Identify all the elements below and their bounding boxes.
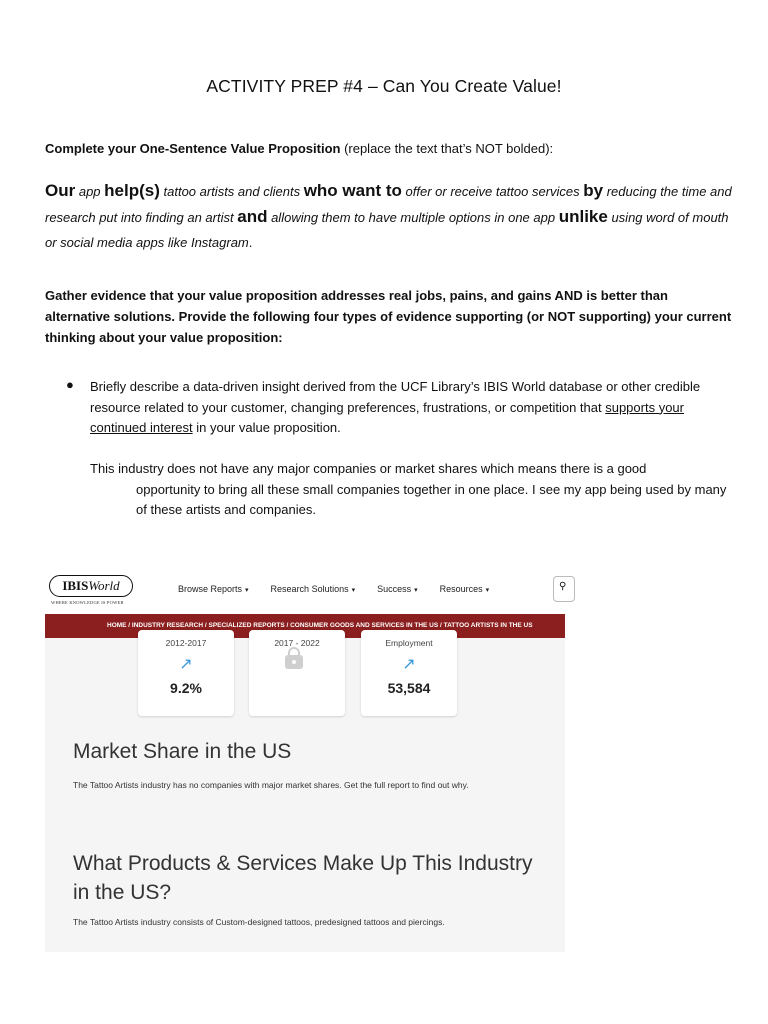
answer-rest: opportunity to bring all these small companies together in one place. I see my app being used by many of these artists and companies. [136,481,727,517]
ibisworld-logo[interactable]: IBISWorld [49,575,133,597]
stat-label: 2017 - 2022 [274,638,320,648]
stat-label: 2012-2017 [165,638,207,648]
vp-unlike: unlike [558,207,608,226]
value-proposition-sentence [45,178,735,255]
bullet-text-after: in your value proposition. [192,420,341,435]
chevron-down-icon: ▾ [414,587,418,594]
vp-and: and [237,207,268,226]
answer-first-line: This industry does not have any major companies or market shares which means there is a good [90,461,647,476]
bullet-text-before: Briefly describe a data-driven insight derived from the UCF Library’s IBIS World database or other credible resource related to your customer, changing preferences, frustrations, or competition that [90,379,701,415]
vp-our: Our [45,181,76,200]
bullet-item [90,377,730,439]
chevron-down-icon: ▾ [485,587,490,594]
products-heading: What Products & Services Make Up This Industry in the US? [73,852,533,904]
products-text: The Tattoo Artists industry consists of Custom-designed tattoos, predesigned tattoos and piercings. [73,917,445,927]
prompt-bold: Complete your One-Sentence Value Proposition [45,141,341,156]
trend-up-icon: ↗ [402,656,416,673]
stat-card-employment [361,630,457,716]
stat-card-growth [138,630,234,716]
trend-up-icon: ↗ [179,656,193,673]
ibis-navbar [45,570,565,614]
stat-cards [45,638,565,718]
nav-resources[interactable]: Resources ▾ [439,584,490,594]
vp-period: . [248,235,253,250]
stat-value: 53,584 [387,680,431,696]
chevron-down-icon: ▾ [351,587,356,594]
vp-jobs: offer or receive tattoo services [401,184,584,199]
vp-app: app [75,184,105,199]
nav-research-solutions[interactable]: Research Solutions ▾ [270,584,356,594]
bullet-underlined: supports your continued interest [90,399,684,435]
vp-customers: tattoo artists and clients [159,184,304,199]
stat-card-locked [249,630,345,716]
ibisworld-screenshot [45,570,565,952]
page-title: ACTIVITY PREP #4 – Can You Create Value! [206,76,562,96]
prompt-normal: (replace the text that’s NOT bolded): [340,141,554,156]
nav-browse-reports[interactable]: Browse Reports ▾ [178,584,249,594]
logo-tagline: WHERE KNOWLEDGE IS POWER [51,600,124,605]
stat-value: 9.2% [170,680,202,696]
nav-links [178,584,489,594]
market-share-text: The Tattoo Artists industry has no companies with major market shares. Get the full report to find out why. [73,780,469,790]
stat-label: Employment [385,638,433,648]
vp-alternative: using word of mouth or social media apps like Instagram [45,210,729,250]
bullet-icon: ● [66,377,74,392]
chevron-down-icon: ▾ [245,587,249,594]
vp-helps: help(s) [104,181,160,200]
value-proposition-prompt [45,141,553,156]
lock-icon [285,655,303,669]
vp-who-want-to: who want to [303,181,402,200]
vp-method1: reducing the time and research put into finding an artist [45,184,732,225]
vp-method2: allowing them to have multiple options in one app [267,210,559,225]
nav-success[interactable]: Success ▾ [377,584,418,594]
market-share-heading: Market Share in the US [73,740,292,763]
breadcrumb: HOME / INDUSTRY RESEARCH / SPECIALIZED REPORTS / CONSUMER GOODS AND SERVICES IN THE US / TATTOO ARTISTS IN THE US [45,614,565,638]
search-button[interactable] [553,576,575,602]
gather-evidence-instructions: Gather evidence that your value proposition addresses real jobs, pains, and gains AND is better than alternative solutions. Provide the following four types of evidence supporting (or NOT supporting) your current thinking about your value proposition: [45,288,732,345]
vp-by: by [583,181,604,200]
search-icon: ⚲ [559,581,567,592]
answer-paragraph [90,459,730,521]
